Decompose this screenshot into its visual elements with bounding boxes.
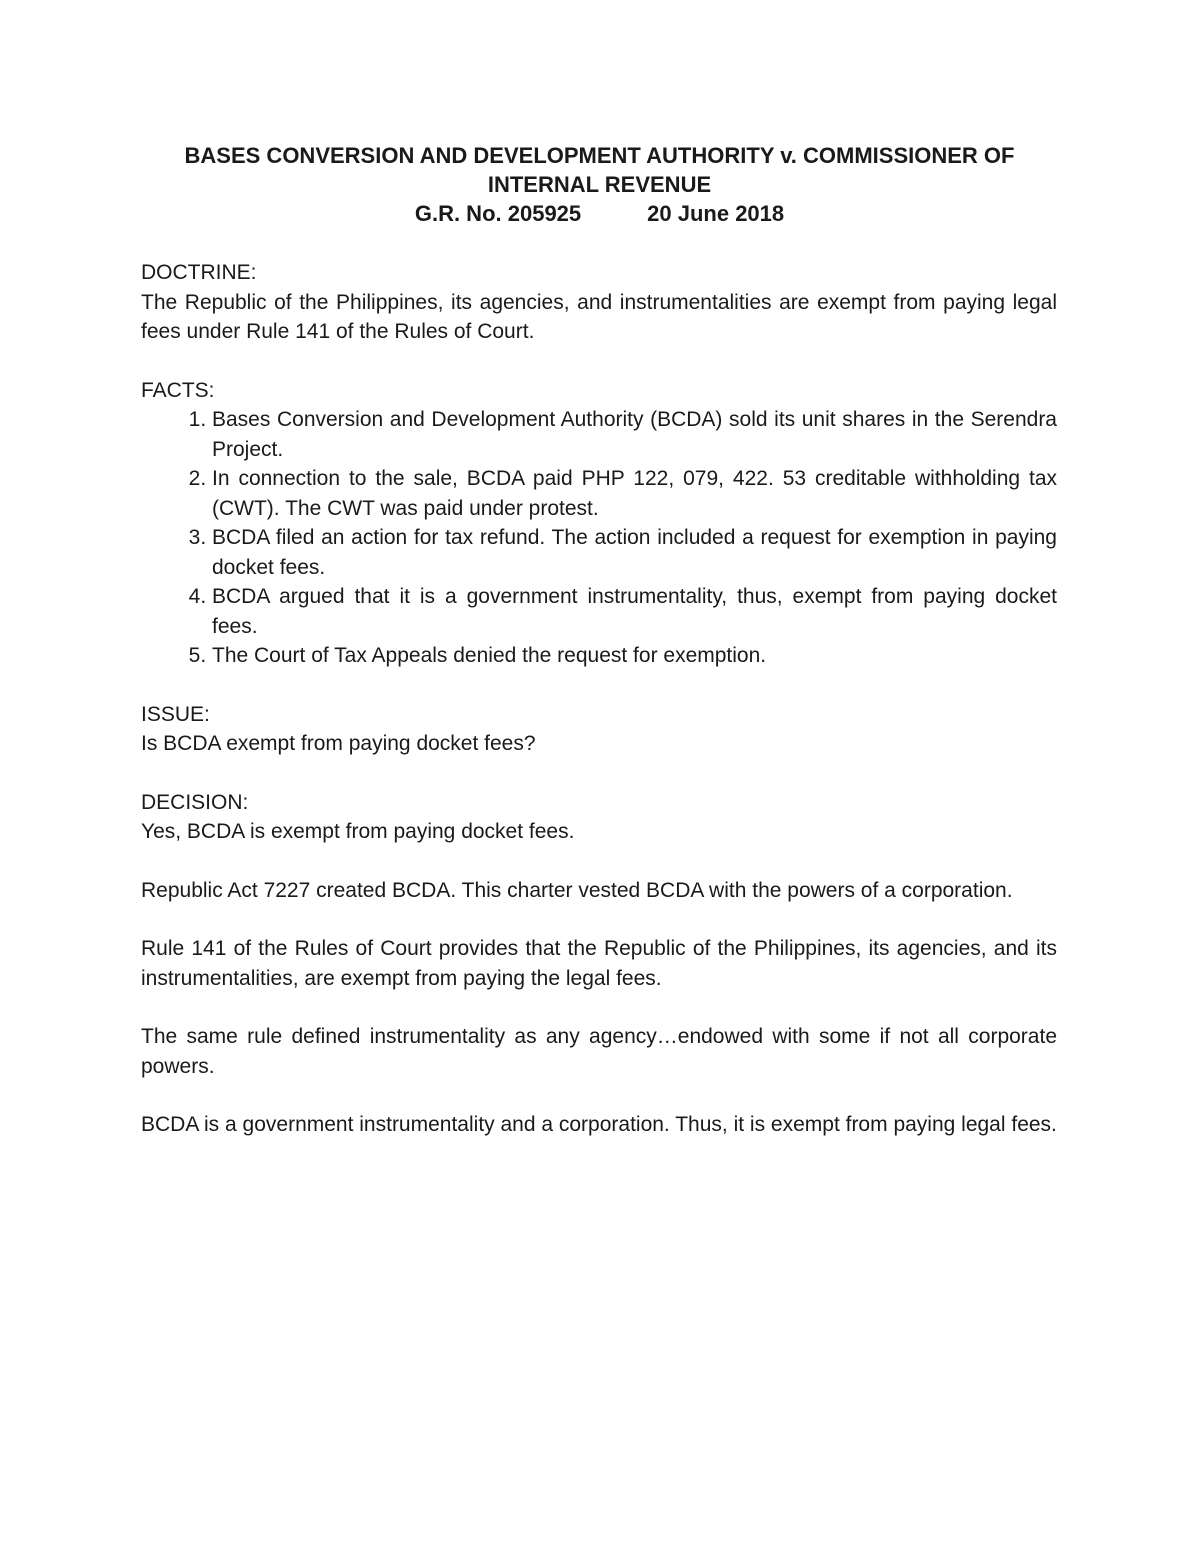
case-title-line-2: INTERNAL REVENUE	[487, 172, 712, 197]
decision-label: DECISION:	[141, 790, 249, 814]
fact-item: 5. The Court of Tax Appeals denied the request for exemption.	[212, 641, 1057, 671]
case-date: 20 June 2018	[647, 201, 785, 226]
decision-paragraph: Yes, BCDA is exempt from paying docket fees.	[141, 820, 575, 843]
fact-item: 3. BCDA filed an action for tax refund. The action included a request for exemption in paying docket fees.	[212, 523, 1057, 582]
fact-item: 2. In connection to the sale, BCDA paid PHP 122, 079, 422. 53 creditable withholding tax (CWT). The CWT was paid under protest.	[212, 464, 1057, 523]
decision-paragraph: The same rule defined instrumentality as any agency…endowed with some if not all corporate powers.	[141, 1025, 1057, 1078]
fact-item: 1. Bases Conversion and Development Authority (BCDA) sold its unit shares in the Serendra Project.	[212, 405, 1057, 464]
decision-paragraph: Rule 141 of the Rules of Court provides that the Republic of the Philippines, its agencies, and its instrumentalities, are exempt from paying the legal fees.	[141, 937, 1057, 990]
fact-item: 4. BCDA argued that it is a government instrumentality, thus, exempt from paying docket fees.	[212, 582, 1057, 641]
facts-list	[141, 405, 1057, 671]
decision-paragraph: Republic Act 7227 created BCDA. This charter vested BCDA with the powers of a corporation.	[141, 878, 1013, 902]
decision-paragraph: BCDA is a government instrumentality and a corporation. Thus, it is exempt from paying legal fees.	[141, 1113, 1057, 1136]
document-body	[141, 258, 1057, 1140]
doctrine-label: DOCTRINE:	[141, 261, 257, 284]
issue-text: Is BCDA exempt from paying docket fees?	[141, 732, 536, 755]
facts-label: FACTS:	[141, 378, 215, 402]
case-title-line-1: BASES CONVERSION AND DEVELOPMENT AUTHORITY v. COMMISSIONER OF	[184, 143, 1015, 168]
doctrine-text: The Republic of the Philippines, its agencies, and instrumentalities are exempt from paying legal fees under Rule 141 of the Rules of Court.	[141, 290, 1057, 343]
case-meta	[141, 199, 1058, 228]
gr-number: G.R. No. 205925	[414, 201, 582, 226]
case-header	[141, 141, 1058, 228]
issue-label: ISSUE:	[141, 702, 210, 726]
